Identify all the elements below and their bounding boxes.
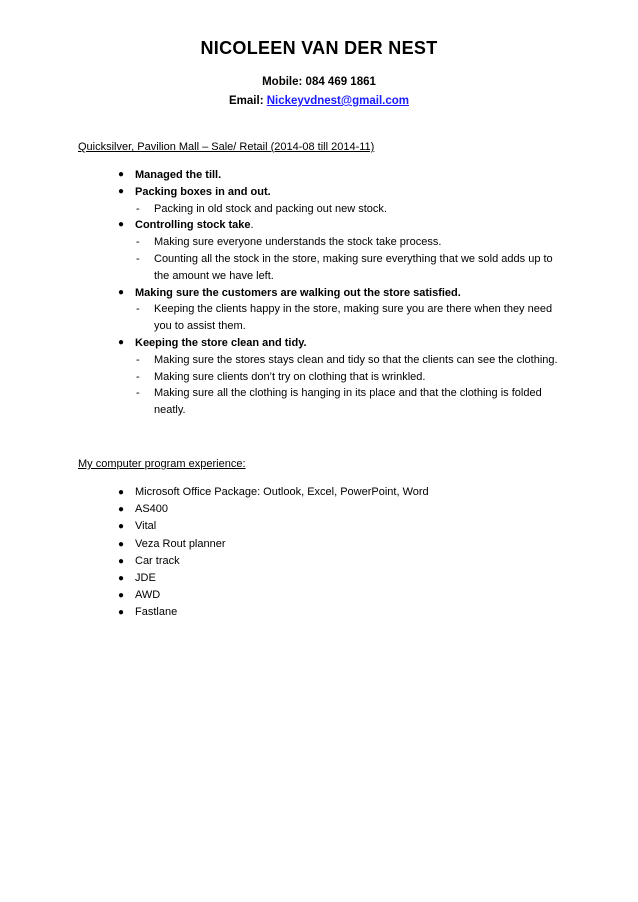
list-item bbox=[78, 285, 558, 302]
sub-list-item bbox=[78, 385, 558, 419]
email-line bbox=[0, 95, 638, 107]
dash-icon: - bbox=[136, 236, 140, 249]
list-item-label: Car track bbox=[135, 554, 180, 567]
sub-list-item bbox=[78, 234, 558, 251]
list-item-label: JDE bbox=[135, 572, 156, 585]
bullet-icon: ● bbox=[118, 169, 125, 180]
list-item bbox=[78, 536, 558, 553]
sub-list-item bbox=[78, 201, 558, 218]
dash-icon: - bbox=[136, 303, 140, 316]
email-link[interactable]: Nickeyvdnest@gmail.com bbox=[266, 95, 409, 107]
bullet-icon: ● bbox=[118, 607, 125, 619]
mobile-label: Mobile: bbox=[262, 76, 303, 88]
list-item-suffix: . bbox=[250, 219, 254, 232]
list-item bbox=[78, 335, 558, 352]
list-item-label: Vital bbox=[135, 520, 157, 533]
bullet-icon: ● bbox=[118, 487, 125, 498]
bullet-icon: ● bbox=[118, 555, 125, 567]
bullet-icon: ● bbox=[118, 219, 125, 231]
list-item-label: Managed the till. bbox=[135, 169, 222, 181]
email-label: Email: bbox=[229, 95, 264, 107]
bullet-icon: ● bbox=[118, 521, 125, 533]
list-item bbox=[78, 217, 558, 234]
bullet-icon: ● bbox=[118, 590, 125, 602]
sub-item-text: Making sure everyone understands the stock take process. bbox=[154, 236, 442, 249]
sub-item-text: Keeping the clients happy in the store, making sure you are there when they need you to assist them. bbox=[154, 303, 553, 333]
mobile-line bbox=[0, 76, 638, 88]
list-item-label: AWD bbox=[135, 589, 161, 602]
sub-item-text: Making sure the stores stays clean and tidy so that the clients can see the clothing. bbox=[154, 353, 558, 366]
list-item bbox=[78, 570, 558, 587]
sub-item-text: Packing in old stock and packing out new stock. bbox=[154, 202, 387, 215]
list-item bbox=[78, 501, 558, 518]
sub-item-text: Making sure all the clothing is hanging in its place and that the clothing is folded neatly. bbox=[154, 387, 542, 417]
list-item-label: Keeping the store clean and tidy. bbox=[135, 336, 307, 349]
dash-icon: - bbox=[136, 252, 140, 265]
sub-list-item bbox=[78, 251, 558, 285]
list-item bbox=[78, 587, 558, 604]
sub-item-text: Counting all the stock in the store, making sure everything that we sold adds up to the amount we have left. bbox=[154, 252, 553, 282]
experience-list bbox=[78, 167, 558, 419]
list-item-label: AS400 bbox=[135, 503, 169, 516]
list-item-label: Veza Rout planner bbox=[135, 537, 226, 550]
bullet-icon: ● bbox=[118, 538, 125, 550]
list-item bbox=[78, 553, 558, 570]
list-item bbox=[78, 484, 558, 501]
list-item-label: Microsoft Office Package: Outlook, Excel, PowerPoint, Word bbox=[135, 486, 429, 498]
dash-icon: - bbox=[136, 202, 140, 215]
sub-item-text: Making sure clients don’t try on clothing that is wrinkled. bbox=[154, 370, 426, 383]
list-item bbox=[78, 167, 558, 184]
experience-heading: Quicksilver, Pavilion Mall – Sale/ Retail (2014-08 till 2014-11) bbox=[78, 141, 375, 153]
bullet-icon: ● bbox=[118, 286, 125, 298]
list-item-label: Controlling stock take bbox=[135, 219, 251, 232]
sub-list-item bbox=[78, 352, 558, 369]
sub-list-item bbox=[78, 369, 558, 386]
list-item-label: Fastlane bbox=[135, 606, 178, 619]
list-item-label: Making sure the customers are walking out the store satisfied. bbox=[135, 286, 461, 299]
dash-icon: - bbox=[136, 370, 140, 383]
dash-icon: - bbox=[136, 387, 140, 400]
list-item bbox=[78, 518, 558, 535]
bullet-icon: ● bbox=[118, 336, 125, 348]
bullet-icon: ● bbox=[118, 573, 125, 585]
list-item bbox=[78, 604, 558, 621]
mobile-number: 084 469 1861 bbox=[305, 76, 376, 88]
list-item-label: Packing boxes in and out. bbox=[135, 185, 271, 198]
bullet-icon: ● bbox=[118, 185, 125, 197]
list-item bbox=[78, 184, 558, 201]
bullet-icon: ● bbox=[118, 504, 125, 516]
computer-heading: My computer program experience: bbox=[78, 458, 246, 470]
resume-name: NICOLEEN VAN DER NEST bbox=[200, 38, 438, 58]
dash-icon: - bbox=[136, 353, 140, 366]
computer-list bbox=[78, 484, 558, 622]
sub-list-item bbox=[78, 301, 558, 335]
